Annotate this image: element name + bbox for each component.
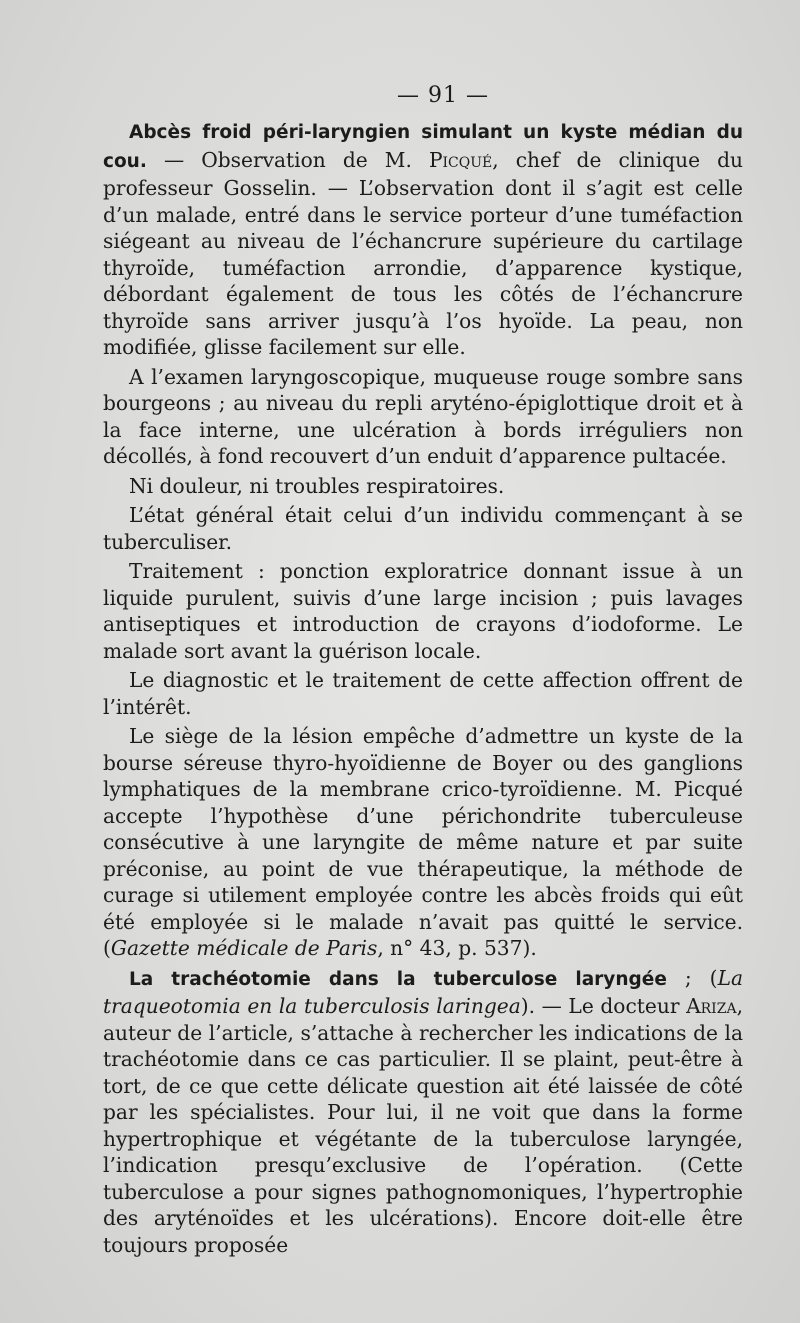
section-2-separator: ; (: [666, 965, 718, 990]
section-2-body: , auteur de l’article, s’attache à rechercher les indications de la trachéotomie dans ce cas particulier. Il se plaint, peut-être à tort, de ce que cette délicate question ait été laissée de côté par les spécialistes. Pour lui, il ne voit que dans la forme hypertrophique et végétante de la tuberculose laryngée, l’indication presqu’exclusive de l’opération. (Cette tuberculose a pour signes pathognomoniques, l’hypertrophie des aryténoïdes et les ulcérations). Encore doit-elle être toujours proposée: [103, 994, 743, 1257]
section-1-author: Picqué: [428, 147, 493, 172]
section-1-heading: Abcès froid péri-laryngien simulant un kyste médian du cou.: [103, 122, 743, 172]
section-2-intro: ). — Le docteur: [520, 994, 687, 1018]
spanish-title: La traqueotomia en la tuberculosis laringea: [103, 965, 744, 1018]
section-1-body: , chef de clinique du professeur Gosselin. — L’observation dont il s’agit est celle d’un malade, entré dans le service porteur d’une tuméfaction siégeant au niveau de l’échancrure supérieure du cartilage thyroïde, tuméfaction arrondie, d’apparence kystique, débordant également de tous les côtés de l’échancrure thyroïde sans arriver jusqu’à l’os hyoïde. La peau, non modifiée, glisse facilement sur elle.: [103, 147, 744, 359]
section-2-author: Ariza: [686, 994, 737, 1018]
section-1-intro: — Observation de M.: [146, 147, 429, 172]
section-1-first-paragraph: [103, 118, 743, 361]
section-1-paragraph-7: [103, 723, 743, 962]
section-1-paragraph-7-body: Le siège de la lésion empêche d’admettre un kyste de la bourse séreuse thyro-hyoïdienne de Boyer ou des ganglions lymphatiques de la membrane crico-tyroïdienne. M. Picqué accepte l’hypothèse d’une périchondrite tuberculeuse consécutive à une laryngite de même nature et par suite préconise, au point de vue thérapeutique, la méthode de curage si utilement employée contre les abcès froids qui eût été employée si le malade n’avait pas quitté le service. (: [103, 724, 743, 960]
page-number: — 91 —: [397, 83, 489, 108]
section-1-paragraph-3: Ni douleur, ni troubles respiratoires.: [129, 473, 505, 498]
citation-details: , n° 43, p. 537).: [377, 936, 537, 960]
section-2-heading: La trachéotomie dans la tuberculose laryngée: [129, 968, 667, 990]
section-1-paragraph-6: Le diagnostic et le traitement de cette affection offrent de l’intérêt.: [103, 668, 743, 719]
section-1-paragraph-2: A l’examen laryngoscopique, muqueuse rouge sombre sans bourgeons ; au niveau du repli aryténo-épiglottique droit et à la face interne, une ulcération à bords irréguliers non décollés, à fond recouvert d’un enduit d’apparence pultacée.: [103, 364, 743, 468]
section-1-paragraph-5: Traitement : ponction exploratrice donnant issue à un liquide purulent, suivis d’une large incision ; puis lavages antiseptiques et introduction de crayons d’iodoforme. Le malade sort avant la guérison locale.: [103, 559, 743, 663]
book-page: [103, 76, 743, 1261]
section-2-first-paragraph: [103, 965, 743, 1259]
section-1-paragraph-4: L’état général était celui d’un individu commençant à se tuberculiser.: [103, 503, 743, 554]
citation-title: Gazette médicale de Paris: [110, 936, 378, 960]
